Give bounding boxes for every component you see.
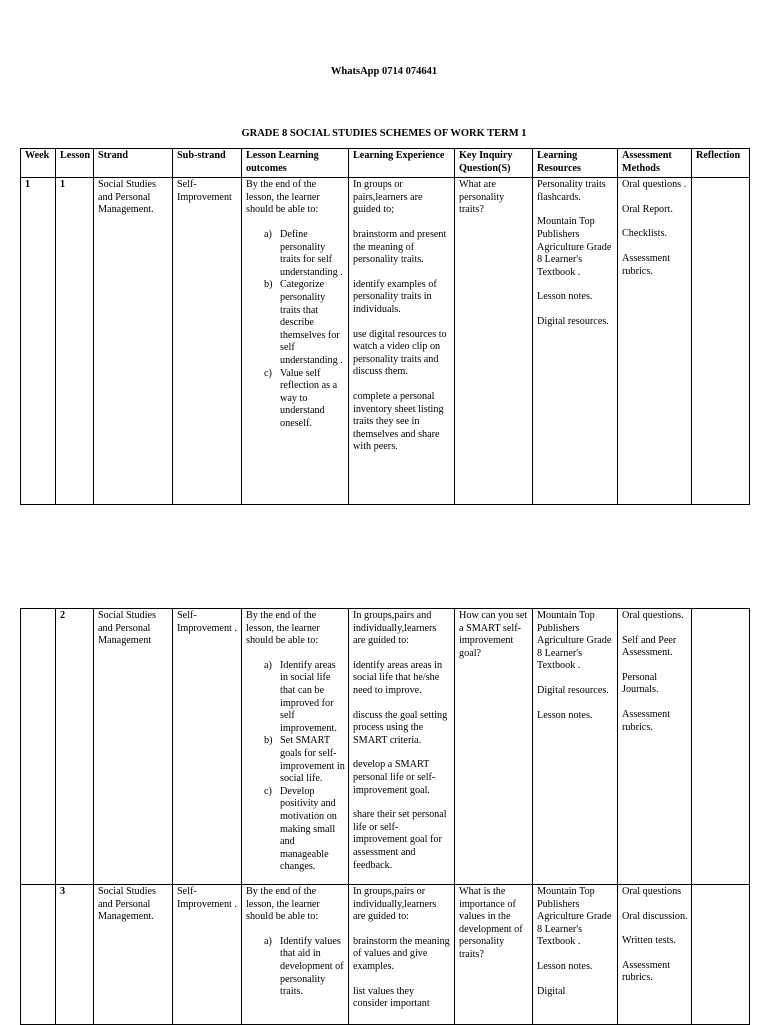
outcome-item: c) Value self reflection as a way to understand oneself. [264,367,338,429]
reflection-cell [692,178,750,505]
col-header-lesson: Lesson [56,149,94,178]
outcomes-intro: By the end of the lesson, the learner should be able to: [246,610,320,647]
substrand-cell: Self-Improvement . [173,885,242,1025]
assessment-cell: Oral questions Oral discussion. Written tests. Assessment rubrics. [618,885,692,1025]
outcome-item: b) Set SMART goals for self-improvement in social life. [264,735,345,785]
experience-cell: In groups,pairs or individually,learners are guided to: brainstorm the meaning of values and give examples. list values they consider important [349,885,455,1025]
table-row [21,178,750,505]
resources-cell: Mountain Top Publishers Agriculture Grade 8 Learner's Textbook . Lesson notes. Digital [533,885,618,1025]
lesson-cell: 2 [56,609,94,885]
experience-cell: In groups,pairs and individually,learners are guided to: identify areas areas in social life that he/she need to improve. discuss the goal setting process using the SMART criteria. develop a SMART personal life or self-improvement goal. share their set personal life or self-improvement goal for assessment and feedback. [349,609,455,885]
lesson-cell: 3 [56,885,94,1025]
strand-cell: Social Studies and Personal Management. [94,885,173,1025]
week-cell: 1 [21,178,56,505]
outcome-item: b) Categorize personality traits that describe themselves for self understanding . [264,279,343,366]
outcomes-intro: By the end of the lesson, the learner should be able to: [246,179,320,216]
outcome-item: a) Identify values that aid in development of personality traits. [264,935,344,998]
lesson-cell: 1 [56,178,94,505]
document-title: GRADE 8 SOCIAL STUDIES SCHEMES OF WORK TERM 1 [241,128,527,139]
schemes-table-page1 [20,148,750,505]
experience-cell: In groups or pairs,learners are guided to; brainstorm and present the meaning of personality traits. identify examples of personality traits in individuals. use digital resources to watch a video clip on personality traits and discuss them. complete a personal inventory sheet listing traits they see in themselves and share with peers. [349,178,455,505]
inquiry-cell: How can you set a SMART self-improvement goal? [455,609,533,885]
col-header-outcomes: Lesson Learning outcomes [242,149,349,178]
col-header-reflection: Reflection [692,149,750,178]
week-cell [21,885,56,1025]
outcome-item: c) Develop positivity and motivation on making small and manageable changes. [264,785,337,873]
inquiry-cell: What is the importance of values in the development of personality traits? [455,885,533,1025]
col-header-substrand: Sub-strand [173,149,242,178]
table-header-row [21,149,750,178]
outcomes-cell [242,178,349,505]
col-header-inquiry: Key Inquiry Question(S) [455,149,533,178]
reflection-cell [692,609,750,885]
col-header-strand: Strand [94,149,173,178]
whatsapp-contact: WhatsApp 0714 074641 [330,66,438,77]
outcome-item: a) Identify areas in social life that can be improved for self improvement. [264,659,337,734]
col-header-assessment: Assessment Methods [618,149,692,178]
schemes-table-page2 [20,608,750,1025]
strand-cell: Social Studies and Personal Management. [94,178,173,505]
table-row [21,609,750,885]
outcome-item: a) Define personality traits for self understanding . [264,228,343,278]
col-header-experience: Learning Experience [349,149,455,178]
col-header-resources: Learning Resources [533,149,618,178]
reflection-cell [692,885,750,1025]
resources-cell: Mountain Top Publishers Agriculture Grade 8 Learner's Textbook . Digital resources. Lesson notes. [533,609,618,885]
week-cell [21,609,56,885]
outcomes-intro: By the end of the lesson, the learner should be able to: [246,886,320,923]
col-header-week: Week [21,149,56,178]
inquiry-cell: What are personality traits? [455,178,533,505]
substrand-cell: Self-Improvement [173,178,242,505]
outcomes-cell [242,609,349,885]
resources-cell: Personality traits flashcards. Mountain Top Publishers Agriculture Grade 8 Learner's Textbook . Lesson notes. Digital resources. [533,178,618,505]
outcomes-cell [242,885,349,1025]
strand-cell: Social Studies and Personal Management [94,609,173,885]
substrand-cell: Self-Improvement . [173,609,242,885]
assessment-cell: Oral questions. Self and Peer Assessment. Personal Journals. Assessment rubrics. [618,609,692,885]
table-row [21,885,750,1025]
assessment-cell: Oral questions . Oral Report. Checklists. Assessment rubrics. [618,178,692,505]
